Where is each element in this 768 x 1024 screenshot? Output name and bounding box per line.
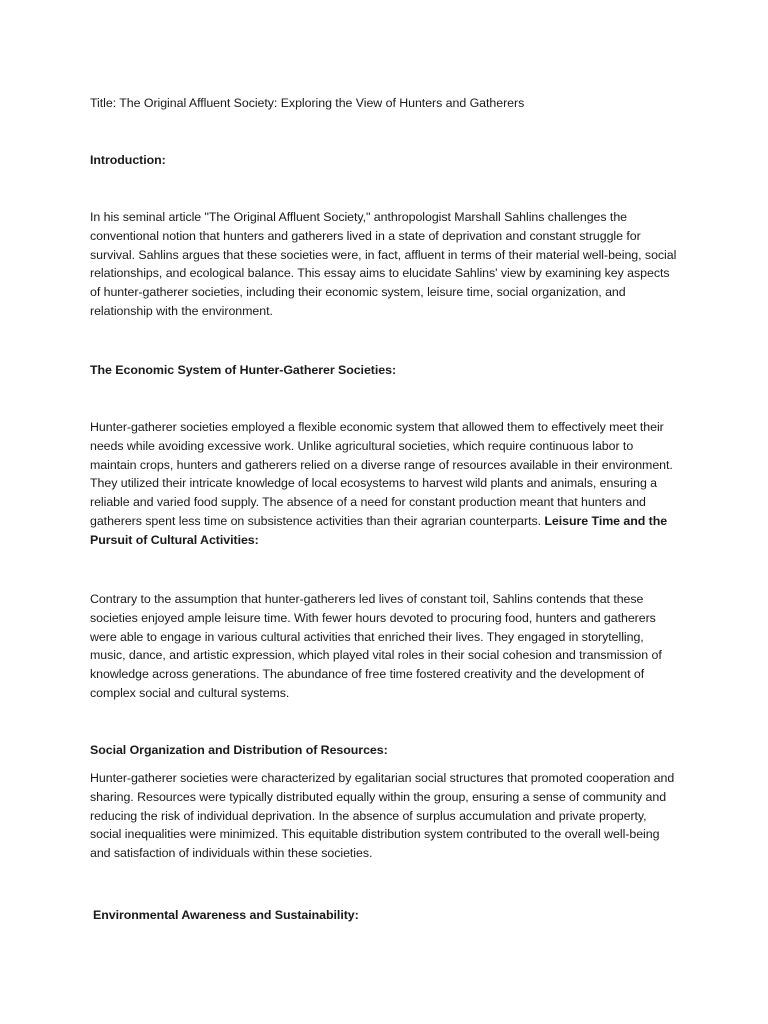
leisure-paragraph: Contrary to the assumption that hunter-gatherers led lives of constant toil, Sahlins contends that these societies enjoyed ample leisure time. With fewer hours devoted to procuring food, hunters and gatherers were able to engage in various cultural activities that enriched their lives. They engaged in storytelling, music, dance, and artistic expression, which played vital roles in their social cohesion and transmission of knowledge across generations. The abundance of free time fostered creativity and the development of complex social and cultural systems. — [90, 592, 662, 700]
social-heading: Social Organization and Distribution of Resources: — [90, 743, 388, 757]
leisure-heading: Leisure Time and the Pursuit of Cultural Activities: — [90, 513, 668, 547]
economic-heading: The Economic System of Hunter-Gatherer Societies: — [90, 363, 397, 377]
environment-heading: Environmental Awareness and Sustainability: — [93, 908, 359, 922]
introduction-heading: Introduction: — [90, 153, 166, 167]
economic-paragraph-text: Hunter-gatherer societies employed a flexible economic system that allowed them to effectively meet their needs while avoiding excessive work. Unlike agricultural societies, which require continuous labor to maintain crops, hunters and gatherers relied on a diverse range of resources available in their environment. They utilized their intricate knowledge of local ecosystems to harvest wild plants and animals, ensuring a reliable and varied food supply. The absence of a need for constant production meant that hunters and gatherers spent less time on subsistence activities than their agrarian counterparts. — [90, 420, 673, 528]
economic-paragraph — [90, 418, 680, 550]
social-paragraph: Hunter-gatherer societies were characterized by egalitarian social structures that promoted cooperation and sharing. Resources were typically distributed equally within the group, ensuring a sense of community and reducing the risk of individual deprivation. In the absence of surplus accumulation and private property, social inequalities were minimized. This equitable distribution system contributed to the overall well-being and satisfaction of individuals within these societies. — [90, 771, 675, 861]
introduction-paragraph: In his seminal article "The Original Affluent Society," anthropologist Marshall Sahlins challenges the conventional notion that hunters and gatherers lived in a state of deprivation and constant struggle for survival. Sahlins argues that these societies were, in fact, affluent in terms of their material well-being, social relationships, and ecological balance. This essay aims to elucidate Sahlins' view by examining key aspects of hunter-gatherer societies, including their economic system, leisure time, social organization, and relationship with the environment. — [90, 210, 677, 318]
document-title: Title: The Original Affluent Society: Exploring the View of Hunters and Gatherers — [90, 96, 525, 110]
